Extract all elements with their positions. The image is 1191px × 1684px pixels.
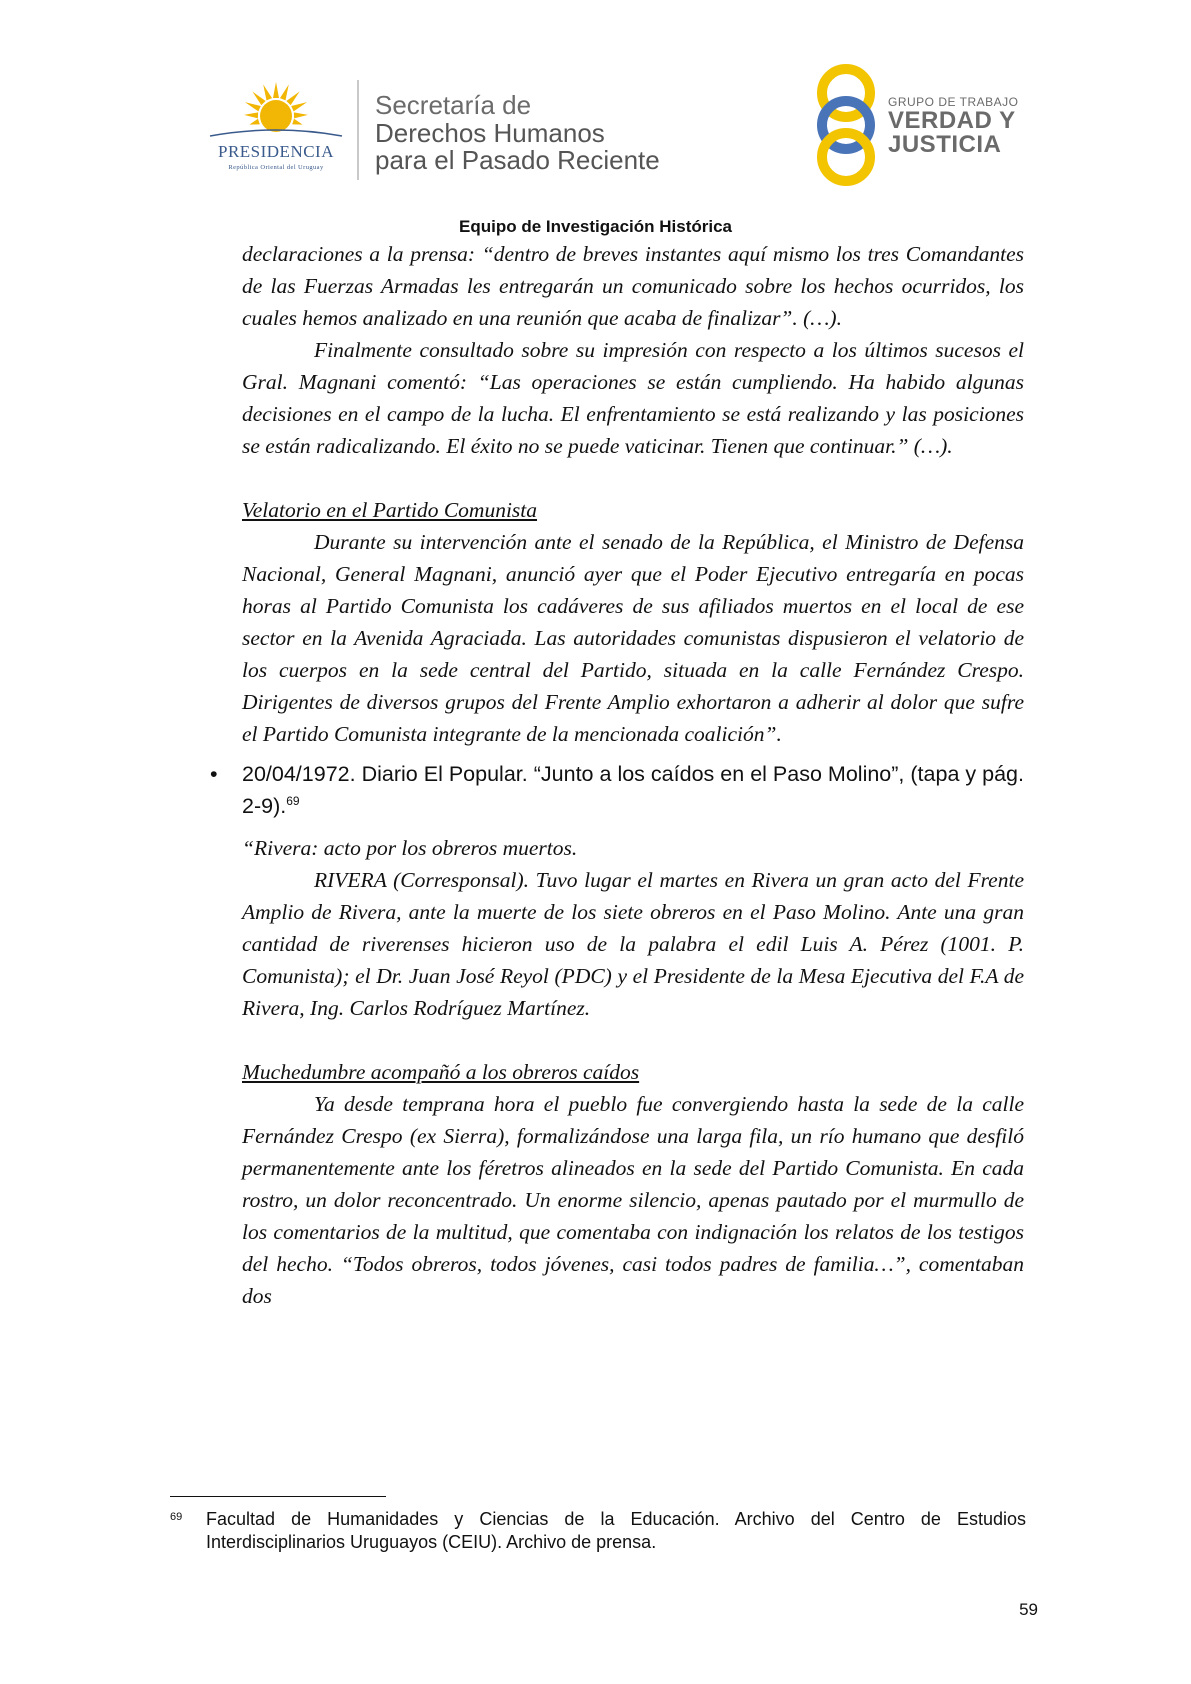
- footnote: [170, 1508, 1026, 1554]
- paragraph-1: declaraciones a la prensa: “dentro de breves instantes aquí mismo los tres Comandantes de las Fuerzas Armadas les entregarán un comunicado sobre los hechos ocurridos, los cuales hemos analizado en una reunión que acaba de finalizar”. (…).: [242, 242, 1024, 330]
- footnote-separator: [170, 1496, 386, 1497]
- paragraph-5: RIVERA (Corresponsal). Tuvo lugar el martes en Rivera un gran acto del Frente Amplio de Rivera, ante la muerte de los siete obreros en el Paso Molino. Ante una gran cantidad de riverenses hicieron uso de la palabra el edil Luis A. Pérez (1001. P. Comunista); el Dr. Juan José Reyol (PDC) y el Presidente de la Mesa Ejecutiva del F.A de Rivera, Ing. Carlos Rodríguez Martínez.: [242, 868, 1024, 1020]
- grupo-line1: GRUPO DE TRABAJO: [888, 95, 1019, 109]
- document-body: [210, 238, 1024, 1312]
- letterhead: [0, 0, 1191, 200]
- sun-icon: [196, 80, 356, 142]
- secretaria-logo: [375, 90, 660, 174]
- team-title: Equipo de Investigación Histórica: [459, 217, 732, 236]
- paragraph-6: Ya desde temprana hora el pueblo fue convergiendo hasta la sede de la calle Fernández Crespo (ex Sierra), formalizándose una larga fila, un río humano que desfiló permanentemente ante los féretros alineados en la sede del Partido Comunista. En cada rostro, un dolor reconcentrado. Un enorme silencio, apenas pautado por el murmullo de los comentarios de la multitud, que comentaba con indignación los relatos de los testigos del hecho. “Todos obreros, todos jóvenes, casi todos padres de familia…”, comentaban dos: [242, 1092, 1024, 1308]
- footnote-ref[interactable]: 69: [286, 793, 300, 808]
- grupo-trabajo-logo-text: [888, 95, 1018, 157]
- subheading-muchedumbre: Muchedumbre acompañó a los obreros caídos: [242, 1060, 640, 1084]
- grupo-line2: VERDAD Y: [888, 107, 1016, 134]
- bullet-item: [210, 758, 1024, 822]
- paragraph-4: “Rivera: acto por los obreros muertos.: [242, 836, 578, 860]
- presidencia-name: PRESIDENCIA: [217, 142, 334, 161]
- footnote-text: Facultad de Humanidades y Ciencias de la Educación. Archivo del Centro de Estudios Interdisciplinarios Uruguayos (CEIU). Archivo de prensa.: [206, 1509, 1026, 1552]
- bullet-symbol: •: [210, 762, 218, 786]
- presidencia-logo: [196, 80, 356, 180]
- secretaria-line2: Derechos Humanos: [375, 118, 605, 148]
- paragraph-2: Finalmente consultado sobre su impresión con respecto a los últimos sucesos el Gral. Magnani comentó: “Las operaciones se están cumpliendo. Ha habido algunas decisiones en el campo de la lucha. El enfrentamiento se está realizando y las posiciones se están radicalizando. El éxito no se puede vaticinar. Tienen que continuar.” (…).: [242, 338, 1024, 458]
- grupo-line3: JUSTICIA: [888, 131, 1002, 158]
- subheading-velatorio: Velatorio en el Partido Comunista: [242, 498, 538, 522]
- secretaria-line1: Secretaría de: [375, 90, 532, 120]
- presidencia-subtitle: República Oriental del Uruguay: [228, 164, 324, 171]
- paragraph-3: Durante su intervención ante el senado de la República, el Ministro de Defensa Nacional, General Magnani, anunció ayer que el Poder Ejecutivo entregaría en pocas horas al Partido Comunista los cadáveres de sus afiliados muertos en el local de ese sector en la Avenida Agraciada. Las autoridades comunistas dispusieron el velatorio de los cuerpos en la sede central del Partido, situada en la calle Fernández Crespo. Dirigentes de diversos grupos del Frente Amplio exhortaron a adherir al dolor que sufre el Partido Comunista integrante de la mencionada coalición”.: [242, 530, 1024, 746]
- logo-divider: [357, 80, 359, 180]
- page-number: 59: [1019, 1600, 1038, 1619]
- footnote-number: 69: [170, 1511, 183, 1523]
- secretaria-line3: para el Pasado Reciente: [375, 145, 660, 175]
- bullet-text: 20/04/1972. Diario El Popular. “Junto a los caídos en el Paso Molino”, (tapa y pág. 2-9).: [242, 762, 1024, 818]
